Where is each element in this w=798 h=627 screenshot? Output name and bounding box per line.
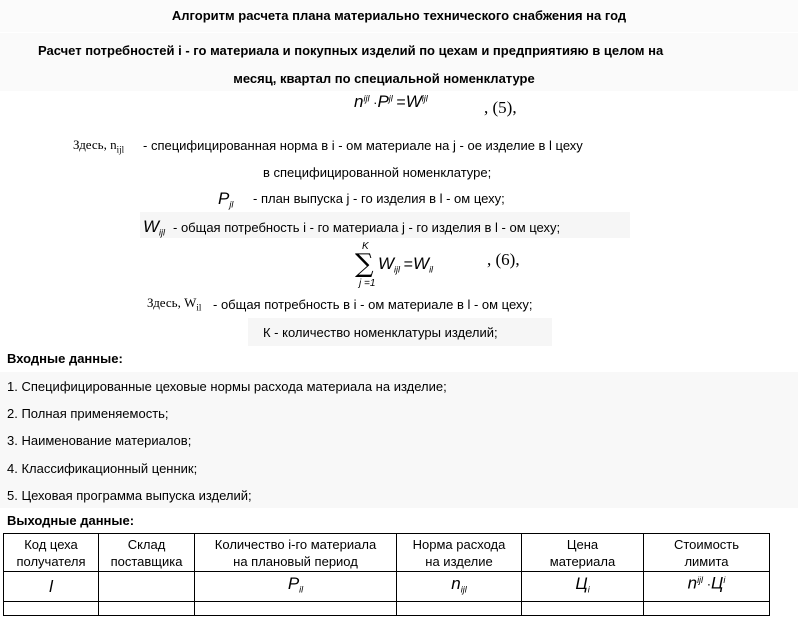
header-cell <box>522 534 644 572</box>
table-cell <box>195 602 397 616</box>
zdes-w-text: Здесь, W <box>147 295 197 310</box>
header-text: материала <box>549 553 616 569</box>
formula5-w-sup: ijl <box>421 93 428 104</box>
table-cell <box>522 602 644 616</box>
input-item-3: 3. Наименование материалов; <box>7 433 192 448</box>
header-cell <box>99 534 195 572</box>
formula5-p-sup: jl <box>388 93 393 104</box>
table-cell <box>4 572 99 602</box>
table-header-row <box>4 534 770 572</box>
cell-limit-c-sup: i <box>723 575 726 585</box>
table-cell <box>99 602 195 616</box>
header-text: Количество i-го материала <box>214 536 377 552</box>
table-row-empty <box>4 602 770 616</box>
table-cell <box>195 572 397 602</box>
formula5-dot: · <box>373 95 378 110</box>
header-text: Код цеха <box>24 536 78 552</box>
k-description: К - количество номенклатуры изделий; <box>263 325 498 340</box>
header-cell <box>397 534 522 572</box>
formula-6 <box>378 254 433 275</box>
subtitle-line2: месяц, квартал по специальной номенклатуре <box>233 71 535 86</box>
cell-limit-dot: · <box>706 576 712 592</box>
zdes-n <box>73 137 124 155</box>
n-description: - специфицированная норма в i - ом материале на j - ое изделие в l цеху <box>143 138 583 153</box>
header-text: получателя <box>16 553 86 569</box>
zdes-n-text: Здесь, n <box>73 137 117 152</box>
output-table <box>3 533 770 616</box>
formula6-label: , (6), <box>487 250 520 269</box>
header-cell <box>195 534 397 572</box>
formula5-n-sup: ijl <box>363 93 370 104</box>
header-text: поставщика <box>110 553 183 569</box>
formula5-eq: = <box>396 94 406 111</box>
table-cell <box>99 572 195 602</box>
table-cell <box>522 572 644 602</box>
p-variable <box>218 189 233 210</box>
formula6-w2-sub: il <box>429 264 434 275</box>
header-cell <box>4 534 99 572</box>
cell-p: P <box>287 573 300 593</box>
table-cell <box>397 572 522 602</box>
cell-limit-n: n <box>687 573 698 593</box>
formula6-w-sub: ijl <box>394 264 401 275</box>
input-header: Входные данные: <box>7 351 123 366</box>
w-var-text: W <box>143 217 160 236</box>
page-title: Алгоритм расчета плана материально технического снабжения на год <box>171 8 627 23</box>
input-item-4: 4. Классификационный ценник; <box>7 461 198 476</box>
table-row <box>4 572 770 602</box>
w-il-description: - общая потребность в i - ом материале в l - ом цеху; <box>213 297 533 312</box>
cell-c: Ц <box>575 573 588 593</box>
w-description: - общая потребность i - го материала j - го изделия в l - ом цеху; <box>173 220 561 235</box>
formula5-n: n <box>354 92 364 111</box>
cell-limit-c: Ц <box>711 573 724 593</box>
formula-5 <box>354 92 428 112</box>
p-description: - план выпуска j - го изделия в l - ом цеху; <box>253 191 505 206</box>
header-text: Норма расхода <box>412 536 506 552</box>
sum-upper: K <box>362 241 369 252</box>
header-text: на изделие <box>425 553 493 569</box>
header-text: лимита <box>684 553 729 569</box>
header-cell <box>644 534 770 572</box>
sum-sigma: ∑ <box>355 249 374 279</box>
table-cell <box>397 602 522 616</box>
formula5-p: P <box>377 92 389 111</box>
cell-l: l <box>49 576 53 596</box>
zdes-w-sub: il <box>196 302 202 313</box>
header-text: на плановый период <box>233 553 358 569</box>
n-description-2: в специфицированной номенклатуре; <box>263 165 492 180</box>
cell-p-sub: il <box>299 584 304 595</box>
w-var-sub: ijl <box>159 227 166 238</box>
sum-lower: j =1 <box>359 278 376 289</box>
p-var-sub: jl <box>229 199 234 210</box>
w-variable <box>143 217 165 238</box>
formula6-w2: W <box>413 254 430 273</box>
cell-n-sub: ijl <box>460 584 467 595</box>
p-var-text: P <box>218 189 230 208</box>
header-text: Склад <box>127 536 166 552</box>
input-item-5: 5. Цеховая программа выпуска изделий; <box>7 488 252 503</box>
table-cell <box>644 572 770 602</box>
zdes-n-sub: ijl <box>116 144 125 155</box>
formula6-w: W <box>378 254 395 273</box>
formula5-w: W <box>405 92 422 111</box>
cell-c-sub: i <box>587 584 590 595</box>
table-cell <box>644 602 770 616</box>
zdes-w <box>147 295 201 313</box>
table-cell <box>4 602 99 616</box>
subtitle-line1: Расчет потребностей i - го материала и покупных изделий по цехам и предприятияю в целом на <box>38 43 664 58</box>
formula5-label: , (5), <box>484 98 517 117</box>
header-text: Стоимость <box>673 536 740 552</box>
cell-n: n <box>451 573 461 593</box>
output-header: Выходные данные: <box>7 513 135 528</box>
cell-limit-n-sup: ijl <box>697 575 704 585</box>
input-item-2: 2. Полная применяемость; <box>7 406 169 421</box>
input-item-1: 1. Специфицированные цеховые нормы расхода материала на изделие; <box>7 379 447 394</box>
header-text: Цена <box>566 536 599 552</box>
formula6-eq: = <box>403 256 414 273</box>
